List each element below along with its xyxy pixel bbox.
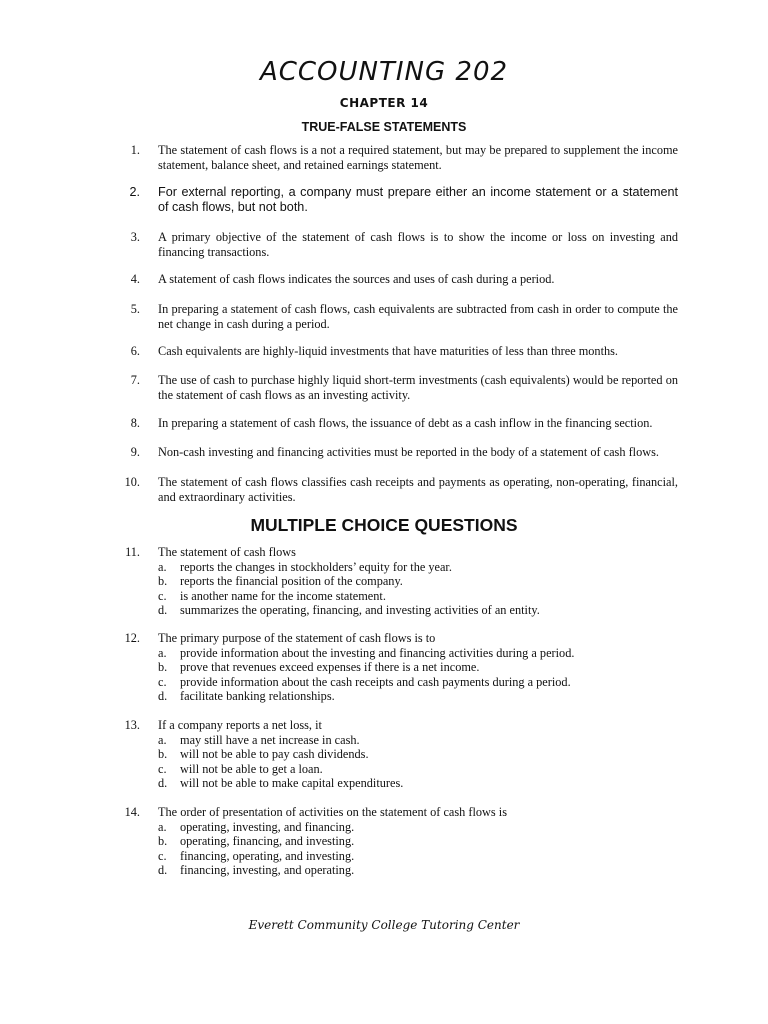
option-letter: d. xyxy=(158,603,168,617)
answer-option xyxy=(158,675,678,690)
question-number: 13. xyxy=(124,718,140,732)
question-number: 4. xyxy=(130,272,140,286)
question-text: Non-cash investing and financing activities must be reported in the body of a statement of cash flows. xyxy=(158,445,659,459)
option-letter: c. xyxy=(158,588,167,603)
option-letter: a. xyxy=(158,732,167,747)
question-number: 6. xyxy=(130,344,140,358)
option-letter: b. xyxy=(158,834,168,848)
question-number: 1. xyxy=(130,143,140,157)
answer-option xyxy=(158,560,678,575)
option-text: provide information about the investing and financing activities during a period. xyxy=(180,645,575,660)
answer-option xyxy=(158,603,678,618)
answer-option xyxy=(158,646,678,661)
answer-option xyxy=(158,660,678,675)
answer-option xyxy=(158,733,678,748)
option-letter: c. xyxy=(158,848,167,863)
option-letter: d. xyxy=(158,776,168,790)
question-text: The use of cash to purchase highly liquid short-term investments (cash equivalents) would be reported on the statement of cash flows as an investing activity. xyxy=(158,373,678,402)
option-text: is another name for the income statement. xyxy=(180,588,386,603)
page-footer: Everett Community College Tutoring Center xyxy=(248,918,520,932)
option-text: reports the financial position of the company. xyxy=(180,574,403,588)
chapter-heading: CHAPTER 14 xyxy=(339,96,429,110)
question-number: 12. xyxy=(124,631,140,645)
option-letter: c. xyxy=(158,674,167,689)
answer-option xyxy=(158,849,678,864)
option-text: provide information about the cash receipts and cash payments during a period. xyxy=(180,674,571,689)
answer-option xyxy=(158,820,678,835)
question-stem: The primary purpose of the statement of cash flows is to xyxy=(158,631,436,645)
question-text: In preparing a statement of cash flows, cash equivalents are subtracted from cash in order to compute the net change in cash during a period. xyxy=(158,302,678,331)
option-text: will not be able to make capital expenditures. xyxy=(180,776,404,790)
question-number: 8. xyxy=(130,416,140,430)
answer-option xyxy=(158,762,678,777)
question-number: 2. xyxy=(129,185,140,199)
multiple-choice-heading: MULTIPLE CHOICE QUESTIONS xyxy=(250,515,518,535)
answer-option xyxy=(158,689,678,704)
question-stem: If a company reports a net loss, it xyxy=(158,718,322,732)
question-text: A primary objective of the statement of cash flows is to show the income or loss on investing and financing transactions. xyxy=(158,230,678,259)
option-text: facilitate banking relationships. xyxy=(180,689,335,703)
option-text: operating, financing, and investing. xyxy=(180,834,355,848)
question-number: 7. xyxy=(130,373,140,387)
question-text: In preparing a statement of cash flows, the issuance of debt as a cash inflow in the financing section. xyxy=(158,416,653,430)
option-text: reports the changes in stockholders’ equity for the year. xyxy=(180,559,452,574)
option-text: will not be able to get a loan. xyxy=(180,761,323,776)
question-number: 3. xyxy=(130,230,140,244)
question-number: 10. xyxy=(124,475,140,489)
question-stem: The statement of cash flows xyxy=(158,545,296,559)
option-letter: c. xyxy=(158,761,167,776)
option-letter: b. xyxy=(158,574,168,588)
answer-option xyxy=(158,863,678,878)
option-text: operating, investing, and financing. xyxy=(180,819,355,834)
option-letter: b. xyxy=(158,660,168,674)
true-false-heading: TRUE-FALSE STATEMENTS xyxy=(301,120,467,134)
question-number: 9. xyxy=(130,445,140,459)
answer-option xyxy=(158,589,678,604)
option-text: financing, operating, and investing. xyxy=(180,848,355,863)
question-text: Cash equivalents are highly-liquid investments that have maturities of less than three months. xyxy=(158,344,619,358)
option-letter: d. xyxy=(158,689,168,703)
question-number: 5. xyxy=(130,302,140,316)
document-title: ACCOUNTING 202 xyxy=(259,57,509,87)
option-text: will not be able to pay cash dividends. xyxy=(180,747,369,761)
option-text: prove that revenues exceed expenses if there is a net income. xyxy=(180,660,480,674)
question-text: The statement of cash flows classifies cash receipts and payments as operating, non-operating, financial, and extraordinary activities. xyxy=(158,475,678,504)
answer-option xyxy=(158,834,678,849)
option-letter: a. xyxy=(158,645,167,660)
option-letter: b. xyxy=(158,747,168,761)
question-text: For external reporting, a company must prepare either an income statement or a statement of cash flows, but not both. xyxy=(158,185,678,214)
question-number: 14. xyxy=(124,805,140,819)
answer-option xyxy=(158,574,678,589)
question-text: The statement of cash flows is a not a required statement, but may be prepared to supplement the income statement, balance sheet, and retained earnings statement. xyxy=(158,143,678,172)
answer-option xyxy=(158,747,678,762)
question-stem: The order of presentation of activities on the statement of cash flows is xyxy=(158,805,507,819)
question-number: 11. xyxy=(125,545,140,559)
option-letter: d. xyxy=(158,863,168,877)
option-text: summarizes the operating, financing, and investing activities of an entity. xyxy=(180,603,540,617)
question-text: A statement of cash flows indicates the sources and uses of cash during a period. xyxy=(158,272,555,286)
option-letter: a. xyxy=(158,559,167,574)
option-text: may still have a net increase in cash. xyxy=(180,732,360,747)
option-letter: a. xyxy=(158,819,167,834)
option-text: financing, investing, and operating. xyxy=(180,863,355,877)
answer-option xyxy=(158,776,678,791)
